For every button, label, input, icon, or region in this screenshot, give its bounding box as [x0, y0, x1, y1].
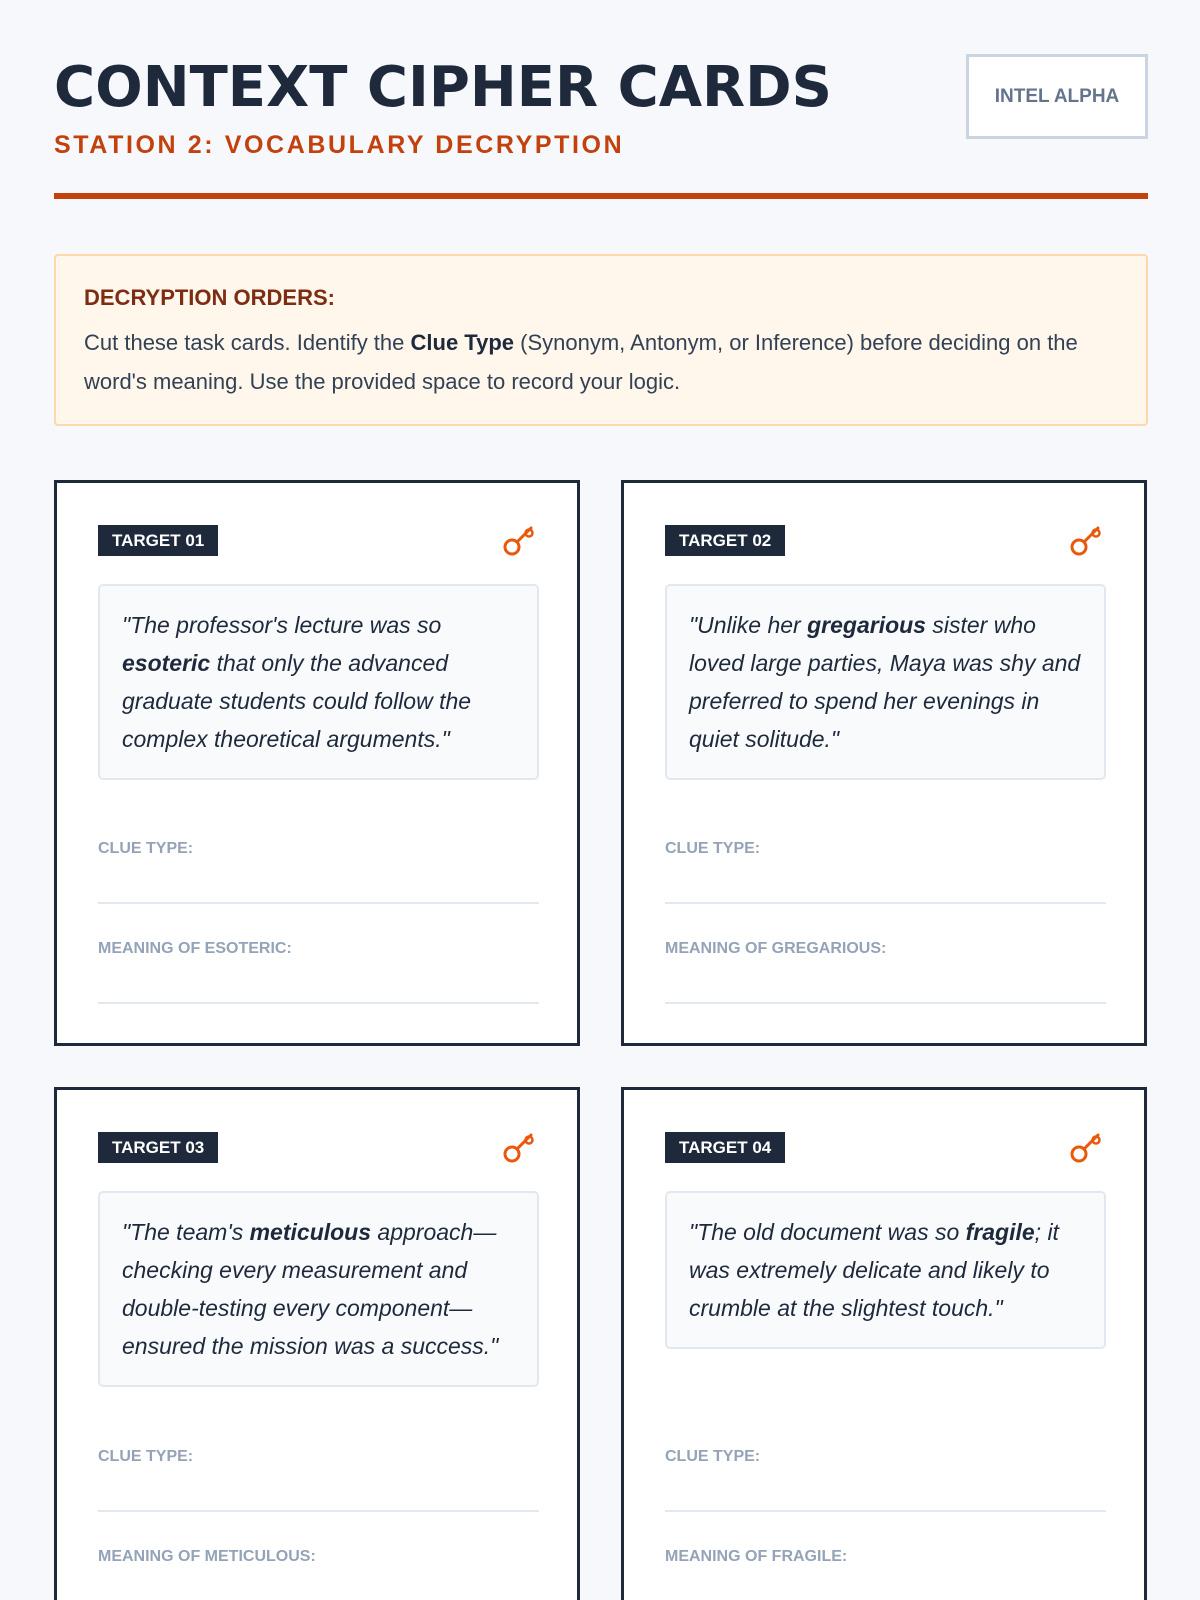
- meaning-answer-line[interactable]: [665, 1002, 1106, 1004]
- context-sentence: [98, 584, 539, 780]
- orders-text: [84, 323, 1120, 401]
- clue-type-answer-line[interactable]: [98, 1510, 539, 1512]
- meaning-label: MEANING OF GREGARIOUS:: [665, 940, 887, 957]
- clue-type-answer-line[interactable]: [665, 1510, 1106, 1512]
- orders-text-after: (Synonym, Antonym, or Inference) before deciding on the word's meaning. Use the provided space to record your logic.: [84, 330, 1078, 394]
- orders-text-before: Cut these task cards. Identify the: [84, 330, 411, 355]
- worksheet-page: [54, 0, 1148, 1565]
- orders-title: DECRYPTION ORDERS:: [84, 285, 335, 310]
- quote-after: that only the advanced graduate students could follow the complex theoretical arguments.": [122, 650, 472, 752]
- key-icon: [503, 1130, 537, 1164]
- meaning-label: MEANING OF METICULOUS:: [98, 1548, 316, 1565]
- quote-before: "The team's: [122, 1219, 250, 1245]
- context-sentence: [98, 1191, 539, 1387]
- quote-before: "The professor's lecture was so: [122, 612, 442, 638]
- card-tag: TARGET 04: [665, 1132, 785, 1163]
- clue-type-answer-line[interactable]: [665, 902, 1106, 904]
- target-word: meticulous: [249, 1219, 372, 1245]
- card-tag: TARGET 03: [98, 1132, 218, 1163]
- task-card: [621, 480, 1147, 1046]
- meaning-answer-line[interactable]: [98, 1002, 539, 1004]
- task-card: [54, 480, 580, 1046]
- meaning-label: MEANING OF ESOTERIC:: [98, 940, 292, 957]
- quote-after: approach—checking every measurement and double-testing every component—ensured the mission was a success.": [122, 1219, 499, 1359]
- context-sentence: [665, 1191, 1106, 1349]
- clue-type-answer-line[interactable]: [98, 902, 539, 904]
- card-tag: TARGET 01: [98, 525, 218, 556]
- task-card: [54, 1087, 580, 1600]
- target-word: esoteric: [122, 650, 211, 676]
- intel-badge: INTEL ALPHA: [966, 54, 1148, 139]
- key-icon: [1070, 1130, 1104, 1164]
- quote-after: ; it was extremely delicate and likely to crumble at the slightest touch.": [689, 1219, 1059, 1321]
- clue-type-label: CLUE TYPE:: [665, 840, 761, 857]
- key-icon: [503, 523, 537, 557]
- orders-text-bold: Clue Type: [410, 330, 515, 355]
- quote-before: "The old document was so: [689, 1219, 966, 1245]
- header: [54, 0, 1148, 200]
- quote-before: "Unlike her: [689, 612, 808, 638]
- meaning-label: MEANING OF FRAGILE:: [665, 1548, 848, 1565]
- page-subtitle: STATION 2: VOCABULARY DECRYPTION: [54, 131, 625, 159]
- header-divider: [54, 193, 1148, 199]
- clue-type-label: CLUE TYPE:: [98, 840, 194, 857]
- clue-type-label: CLUE TYPE:: [665, 1448, 761, 1465]
- quote-after: sister who loved large parties, Maya was shy and preferred to spend her evenings in quiet solitude.": [689, 612, 1081, 752]
- key-icon: [1070, 523, 1104, 557]
- context-sentence: [665, 584, 1106, 780]
- target-word: fragile: [965, 1219, 1035, 1245]
- decryption-orders-box: [54, 254, 1148, 426]
- task-card: [621, 1087, 1147, 1600]
- target-word: gregarious: [807, 612, 926, 638]
- clue-type-label: CLUE TYPE:: [98, 1448, 194, 1465]
- page-title: CONTEXT CIPHER CARDS: [54, 55, 832, 120]
- card-tag: TARGET 02: [665, 525, 785, 556]
